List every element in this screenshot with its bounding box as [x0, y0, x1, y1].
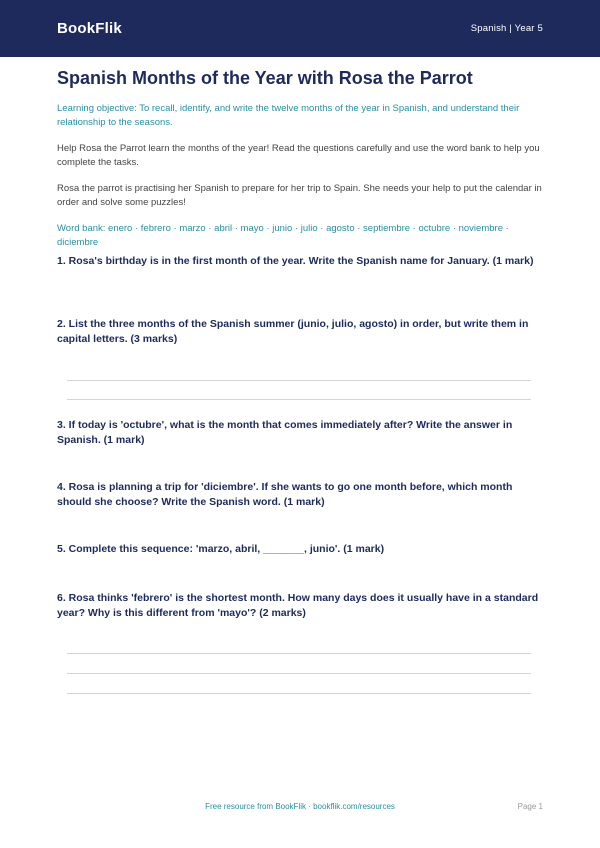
question-4 [57, 480, 543, 510]
footer-link[interactable]: Free resource from BookFlik · bookflik.com/resources [205, 802, 395, 811]
answer-line[interactable] [67, 399, 531, 400]
answer-line[interactable] [67, 673, 531, 674]
header-bar [0, 0, 600, 57]
question-2 [57, 317, 543, 347]
question-text: 6. Rosa thinks 'febrero' is the shortest month. How many days does it usually have in a standard year? Why is this different from 'mayo'? (2 marks) [57, 592, 539, 619]
question-text: 1. Rosa's birthday is in the first month of the year. Write the Spanish name for January. (1 mark) [57, 255, 534, 267]
question-text: 5. Complete this sequence: 'marzo, abril, _______, junio'. (1 mark) [57, 543, 385, 555]
question-text: 3. If today is 'octubre', what is the month that comes immediately after? Write the answer in Spanish. (1 mark) [57, 419, 513, 446]
question-5 [57, 542, 543, 557]
word-bank: Word bank: enero · febrero · marzo · abril · mayo · junio · julio · agosto · septiembre · octubre · noviembre · diciembre [57, 223, 509, 248]
page-footer [0, 801, 600, 815]
answer-line[interactable] [67, 380, 531, 381]
question-text: 2. List the three months of the Spanish summer (junio, julio, agosto) in order, but write them in capital letters. (3 marks) [57, 318, 529, 345]
question-1 [57, 254, 543, 269]
page-number: Page 1 [517, 802, 543, 811]
story-paragraph: Rosa the parrot is practising her Spanish to prepare for her trip to Spain. She needs your help to put the calendar in order and solve some puzzles! [57, 183, 542, 208]
answer-line[interactable] [67, 693, 531, 694]
question-6 [57, 591, 543, 621]
brand-logo[interactable]: BookFlik [57, 20, 122, 37]
learning-objective: Learning objective: To recall, identify, and write the twelve months of the year in Spanish, and understand their relationship to the seasons. [57, 103, 520, 128]
question-3 [57, 418, 543, 448]
page-title: Spanish Months of the Year with Rosa the Parrot [57, 68, 473, 88]
intro-paragraph: Help Rosa the Parrot learn the months of the year! Read the questions carefully and use the word bank to help you complete the tasks. [57, 143, 540, 168]
worksheet-intro [57, 64, 543, 250]
subject-year-tag: Spanish | Year 5 [470, 23, 543, 34]
question-text: 4. Rosa is planning a trip for 'diciembre'. If she wants to go one month before, which month should she choose? Write the Spanish word. (1 mark) [57, 481, 513, 508]
answer-line[interactable] [67, 653, 531, 654]
